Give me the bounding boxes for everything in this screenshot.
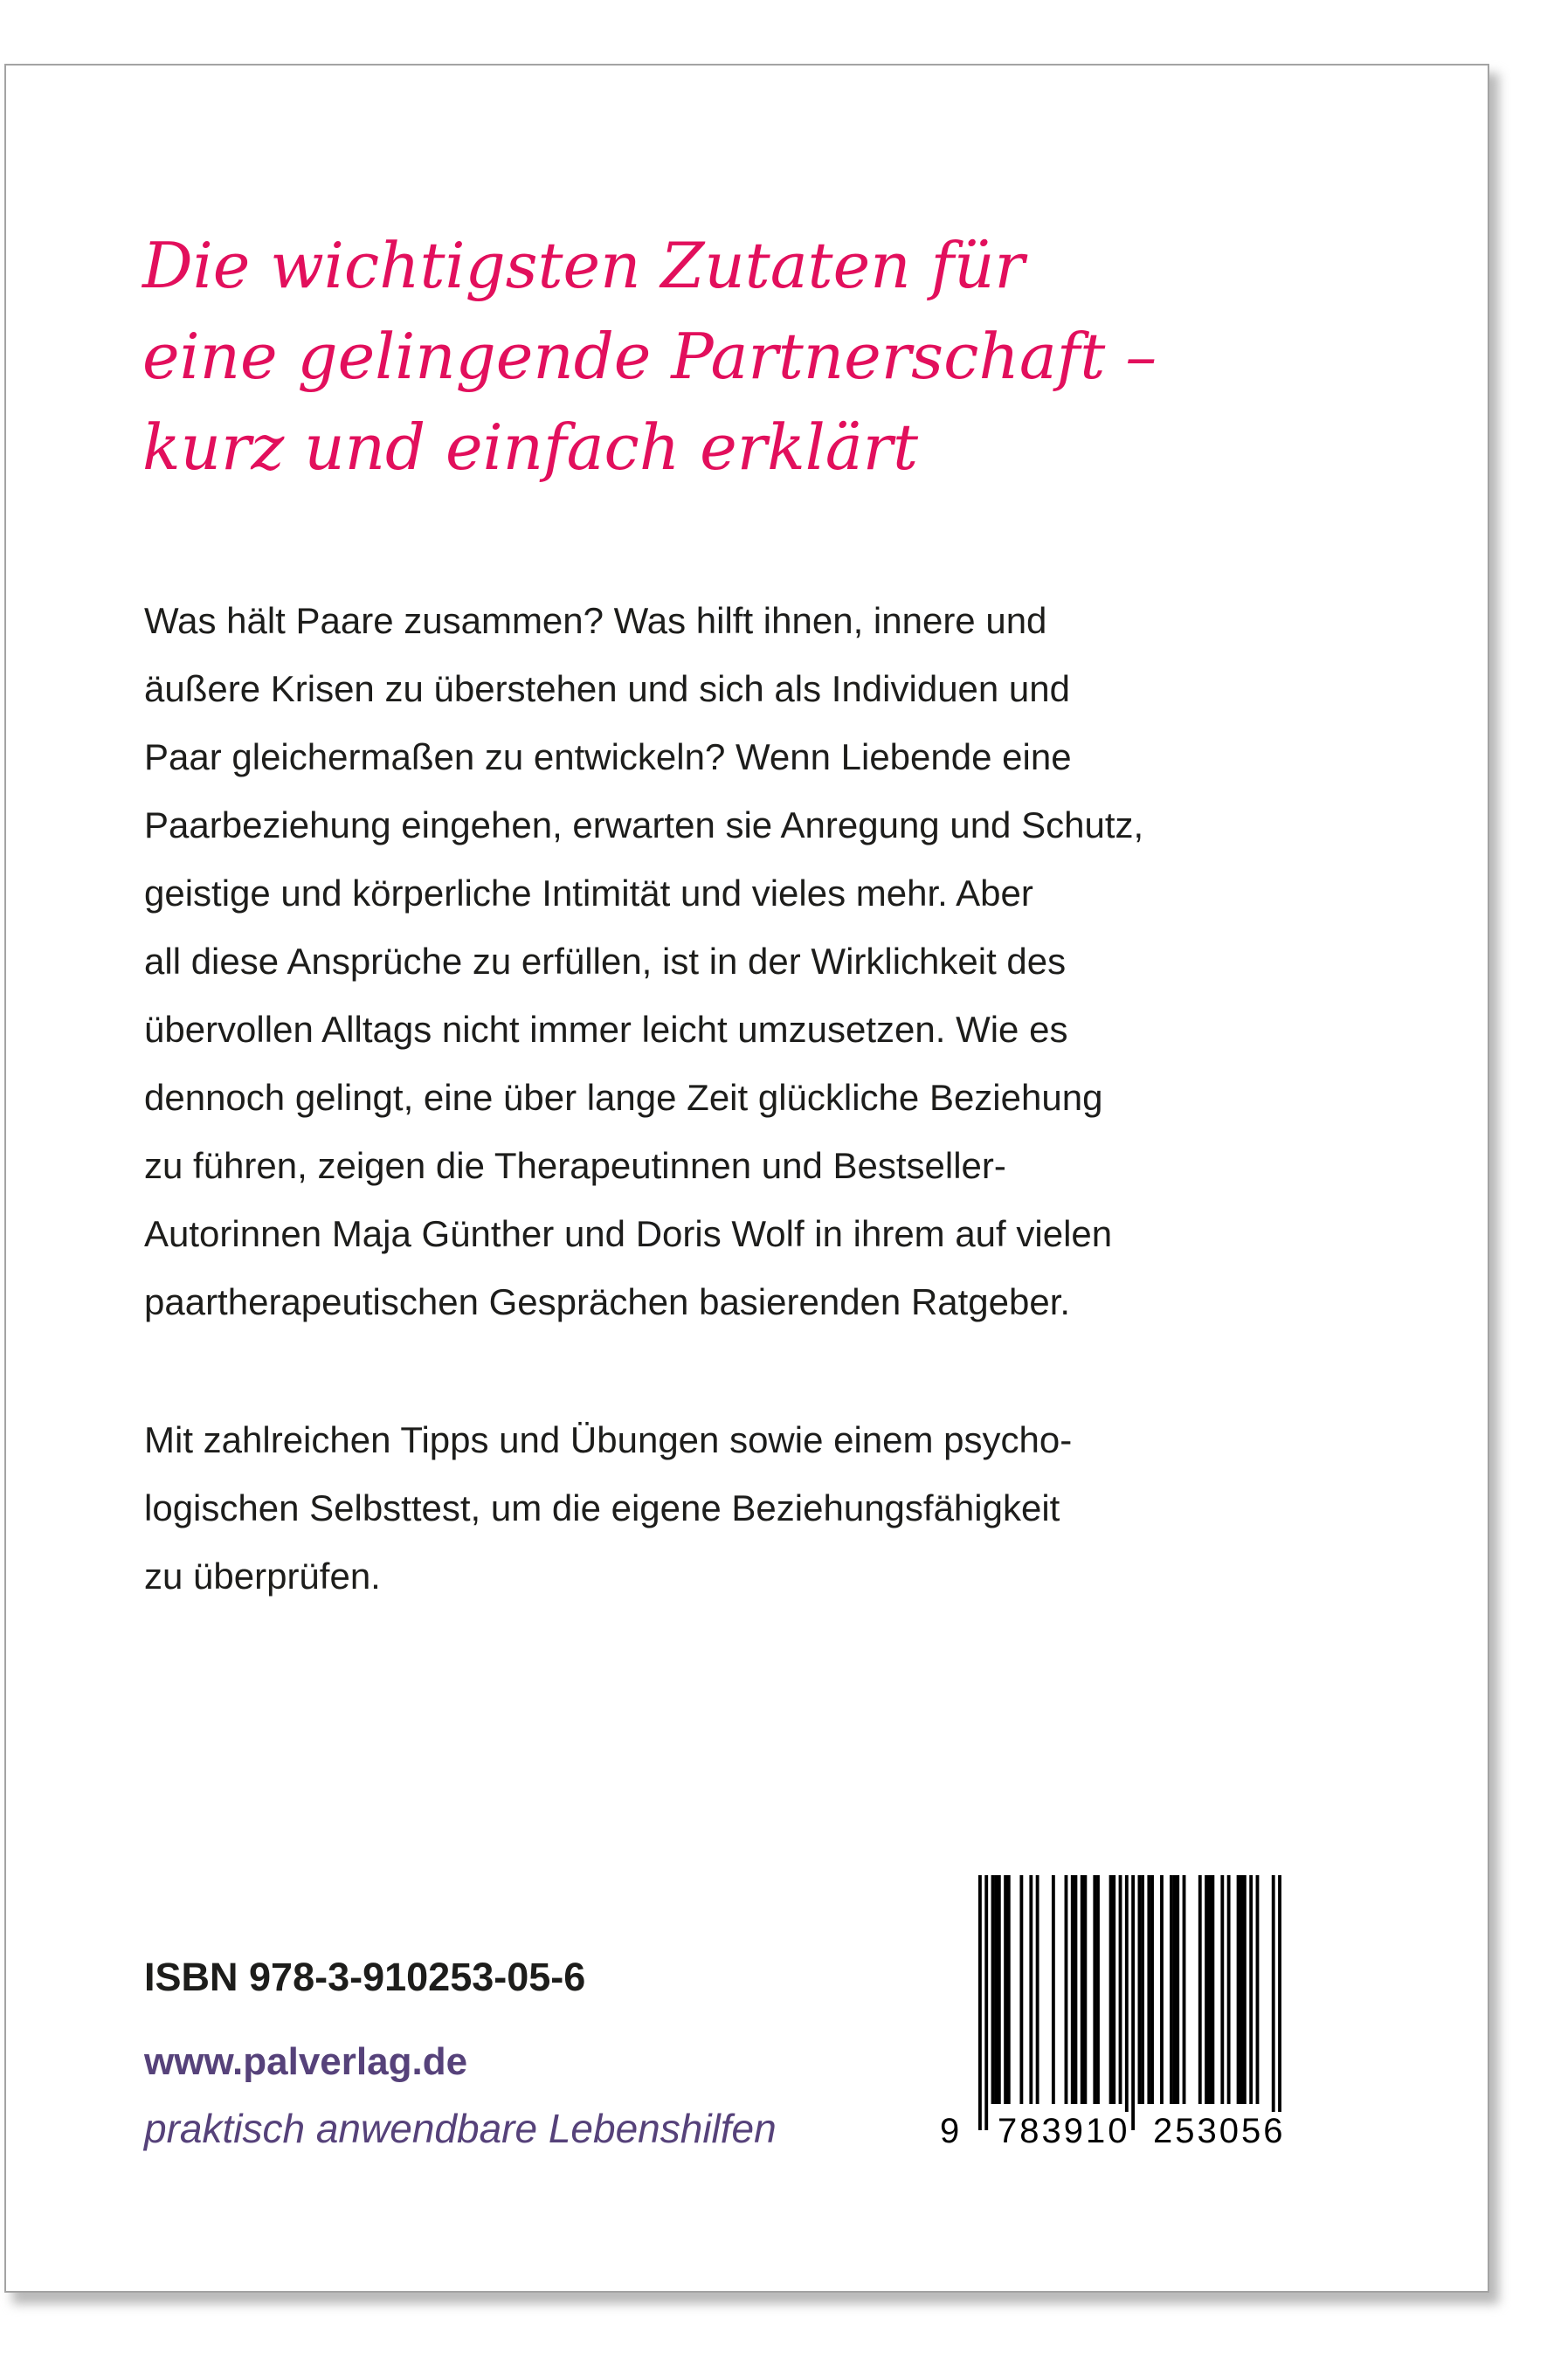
barcode-bar (1029, 1875, 1032, 2104)
barcode-bar (1093, 1875, 1096, 2104)
barcode-bar (1198, 1875, 1202, 2104)
headline-line: eine gelingende Partnerschaft – (142, 320, 1157, 393)
barcode-guard-bar (1272, 1875, 1275, 2130)
barcode-guard-bar (978, 1875, 982, 2130)
barcode-bar (1256, 1875, 1260, 2104)
features-paragraph (144, 1406, 1280, 1611)
headline (142, 220, 1330, 493)
paragraph-line: all diese Ansprüche zu erfüllen, ist in der Wirklichkeit des (144, 941, 1067, 982)
barcode-bar (1019, 1875, 1023, 2104)
isbn-number: ISBN 978-3-910253-05-6 (144, 1955, 586, 1999)
barcode-bar (1083, 1875, 1087, 2104)
paragraph-line: dennoch gelingt, eine über lange Zeit glückliche Beziehung (144, 1077, 1103, 1118)
barcode-bar (1138, 1875, 1142, 2104)
paragraph-line: Paarbeziehung eingehen, erwarten sie Anregung und Schutz, (144, 804, 1144, 845)
barcode-guard-bar (1278, 1875, 1281, 2130)
paragraph-line: logischen Selbsttest, um die eigene Beziehungsfähigkeit (144, 1487, 1060, 1528)
barcode-bar (998, 1875, 1001, 2104)
paragraph-line: Was hält Paare zusammen? Was hilft ihnen, innere und (144, 600, 1047, 641)
barcode-bar (1243, 1875, 1247, 2104)
description-paragraph (144, 587, 1280, 1336)
barcode-guard-bar (1125, 1875, 1129, 2130)
barcode-bar (1147, 1875, 1150, 2104)
paragraph-line: zu überprüfen. (144, 1556, 381, 1597)
barcode-bar (1208, 1875, 1212, 2104)
barcode-bar (1119, 1875, 1122, 2104)
barcode-bar (1211, 1875, 1214, 2104)
headline-line: kurz und einfach erklärt (142, 410, 919, 484)
barcode-bar (1007, 1875, 1011, 2104)
paragraph-line: geistige und körperliche Intimität und vieles mehr. Aber (144, 873, 1033, 914)
barcode-bar (1173, 1875, 1177, 2104)
barcode-bar (1096, 1875, 1100, 2104)
barcode-bar (1183, 1875, 1186, 2104)
barcode-digits-left: 783910 (998, 2112, 1130, 2150)
barcode-guard-bar (1131, 1875, 1135, 2130)
paragraph-line: Autorinnen Maja Günther und Doris Wolf in ihrem auf vielen (144, 1213, 1113, 1254)
barcode-bar (1004, 1875, 1007, 2104)
barcode-bar (1237, 1875, 1240, 2104)
paragraph-line: Mit zahlreichen Tipps und Übungen sowie einem psycho- (144, 1419, 1073, 1460)
barcode-bar (1150, 1875, 1154, 2104)
paragraph-line: zu führen, zeigen die Therapeutinnen und Bestseller- (144, 1145, 1006, 1186)
barcode-bar (1141, 1875, 1144, 2104)
barcode-bar (1065, 1875, 1068, 2104)
barcode-bar (1112, 1875, 1115, 2104)
barcode-digit-lead: 9 (940, 2112, 960, 2150)
barcode-bar (994, 1875, 998, 2104)
paragraph-line: äußere Krisen zu überstehen und sich als Individuen und (144, 668, 1071, 709)
barcode-bar (1205, 1875, 1208, 2104)
paragraph-line: paartherapeutischen Gesprächen basierenden Ratgeber. (144, 1281, 1071, 1322)
barcode-bar (991, 1875, 995, 2104)
paragraph-line: übervollen Alltags nicht immer leicht umzusetzen. Wie es (144, 1009, 1068, 1050)
barcode-bar (1081, 1875, 1084, 2104)
barcode-bar (1109, 1875, 1113, 2104)
barcode-bar (1036, 1875, 1039, 2104)
barcode-guard-bar (984, 1875, 988, 2130)
barcode-digits-right: 253056 (1153, 2112, 1286, 2150)
barcode-bar (1176, 1875, 1179, 2104)
barcode-bar (1160, 1875, 1164, 2104)
barcode-bar (1170, 1875, 1173, 2104)
barcode-bar (1071, 1875, 1074, 2104)
barcode-bar (1249, 1875, 1253, 2104)
barcode-bar (1074, 1875, 1078, 2104)
publisher-website: www.palverlag.de (144, 2040, 468, 2083)
headline-line: Die wichtigsten Zutaten für (142, 229, 1025, 302)
barcode-bar (1220, 1875, 1224, 2104)
publisher-slogan: praktisch anwendbare Lebenshilfen (144, 2106, 777, 2151)
barcode-bar (1052, 1875, 1055, 2104)
barcode-bar (1240, 1875, 1243, 2104)
barcode-bar (1227, 1875, 1231, 2104)
paragraph-line: Paar gleichermaßen zu entwickeln? Wenn Liebende eine (144, 736, 1072, 777)
